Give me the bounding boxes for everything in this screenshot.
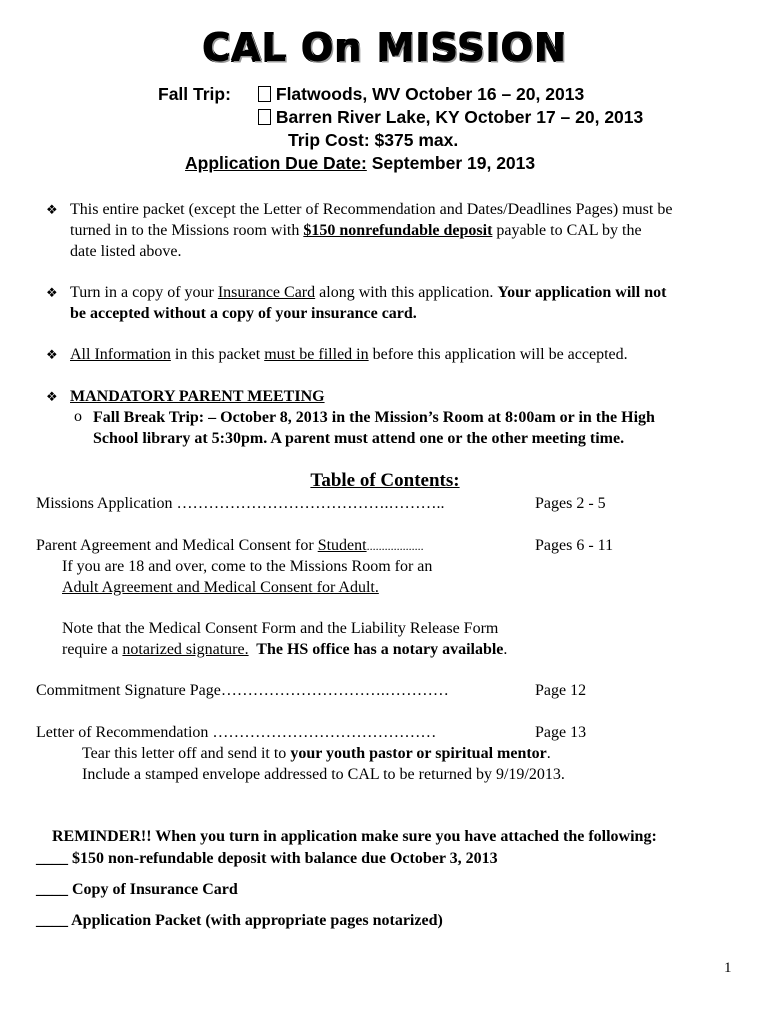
toc-heading: Table of Contents: [310, 470, 460, 491]
insurance-card-text: Insurance Card [217, 284, 316, 301]
text: Parent Agreement and Medical Consent for [36, 537, 318, 554]
text: All Information [70, 346, 171, 363]
text: The HS office has a notary available [248, 641, 504, 658]
checkbox-icon[interactable] [258, 109, 271, 125]
bullet-1-line-1: This entire packet (except the Letter of Recommendation and Dates/Deadlines Pages) must be [70, 201, 673, 218]
bullet-1-line-2 [70, 220, 642, 241]
text: . [546, 745, 551, 762]
toc-parent-pages: Pages 6 - 11 [535, 537, 614, 554]
text: Student [317, 537, 367, 554]
text: in this packet [170, 346, 265, 363]
text: Turn in a copy of your [70, 284, 218, 301]
checklist-item-packet [36, 910, 443, 931]
text: Copy of Insurance Card [68, 881, 238, 898]
toc-letter: Letter of Recommendation …………………………………… [36, 724, 437, 741]
due-date-value: September 19, 2013 [366, 153, 536, 173]
bullet-2-line-2: be accepted without a copy of your insurance card. [70, 305, 417, 322]
toc-letter-note-1 [82, 743, 551, 764]
bullet-icon: ❖ [46, 202, 58, 217]
toc-commitment-pages: Page 12 [535, 682, 587, 699]
toc-parent-note-3: Note that the Medical Consent Form and the Liability Release Form [62, 620, 499, 637]
trip-option-2 [258, 107, 643, 128]
text: turned in to the Missions room with [70, 222, 304, 239]
reminder-heading: REMINDER!! When you turn in application make sure you have attached the following: [52, 828, 657, 845]
text: before this application will be accepted. [368, 346, 628, 363]
bullet-icon: ❖ [46, 389, 58, 404]
toc-letter-note-2: Include a stamped envelope addressed to CAL to be returned by 9/19/2013. [82, 766, 565, 783]
blank-line[interactable]: ____ [36, 912, 68, 929]
text: your youth pastor or spiritual mentor [290, 745, 547, 762]
text: $150 non-refundable deposit with balance due October 3, 2013 [68, 850, 498, 867]
text: Tear this letter off and send it to [82, 745, 291, 762]
page-number: 1 [724, 960, 732, 976]
toc-parent-note-4 [62, 639, 507, 660]
text: Your application will not [497, 284, 667, 301]
text: along with this application. [315, 284, 498, 301]
deposit-text: $150 nonrefundable deposit [303, 222, 493, 239]
toc-missions-application: Missions Application ………………………………….……….. [36, 495, 445, 512]
checklist-item-insurance [36, 879, 238, 900]
trip-2-text: Barren River Lake, KY October 17 – 20, 2013 [275, 107, 644, 127]
meeting-line-1: Fall Break Trip: – October 8, 2013 in the Mission’s Room at 8:00am or in the High [93, 409, 655, 426]
bullet-2-line-1 [70, 282, 666, 303]
blank-line[interactable]: ____ [36, 850, 68, 867]
text: require a [62, 641, 123, 658]
toc-letter-pages: Page 13 [535, 724, 587, 741]
text: must be filled in [264, 346, 369, 363]
checklist-item-deposit [36, 848, 498, 869]
page-title: CAL On MISSION [202, 26, 568, 70]
toc-commitment: Commitment Signature Page………………………….………… [36, 682, 449, 699]
bullet-icon: ❖ [46, 347, 58, 362]
meeting-line-2: School library at 5:30pm. A parent must attend one or the other meeting time. [93, 430, 625, 447]
text: notarized signature. [122, 641, 249, 658]
sub-bullet-marker: o [74, 408, 82, 425]
text: payable to CAL by the [492, 222, 642, 239]
text: . [503, 641, 508, 658]
text: ................... [366, 539, 424, 553]
toc-parent-note-2: Adult Agreement and Medical Consent for Adult. [62, 579, 379, 596]
bullet-1-line-3: date listed above. [70, 243, 182, 260]
blank-line[interactable]: ____ [36, 881, 68, 898]
mandatory-meeting-heading: MANDATORY PARENT MEETING [70, 388, 325, 405]
toc-parent-agreement [36, 535, 424, 557]
bullet-icon: ❖ [46, 285, 58, 300]
checkbox-icon[interactable] [258, 86, 271, 102]
toc-parent-note-1: If you are 18 and over, come to the Missions Room for an [62, 558, 433, 575]
fall-trip-label: Fall Trip: [158, 84, 231, 104]
due-date-label: Application Due Date: [185, 153, 367, 173]
trip-1-text: Flatwoods, WV October 16 – 20, 2013 [275, 84, 585, 104]
trip-cost: Trip Cost: $375 max. [288, 130, 459, 150]
text: Application Packet (with appropriate pages notarized) [68, 912, 443, 929]
trip-option-1 [258, 84, 584, 105]
due-date-line [185, 153, 535, 174]
bullet-3-line-1 [70, 344, 628, 365]
toc-missions-pages: Pages 2 - 5 [535, 495, 606, 512]
